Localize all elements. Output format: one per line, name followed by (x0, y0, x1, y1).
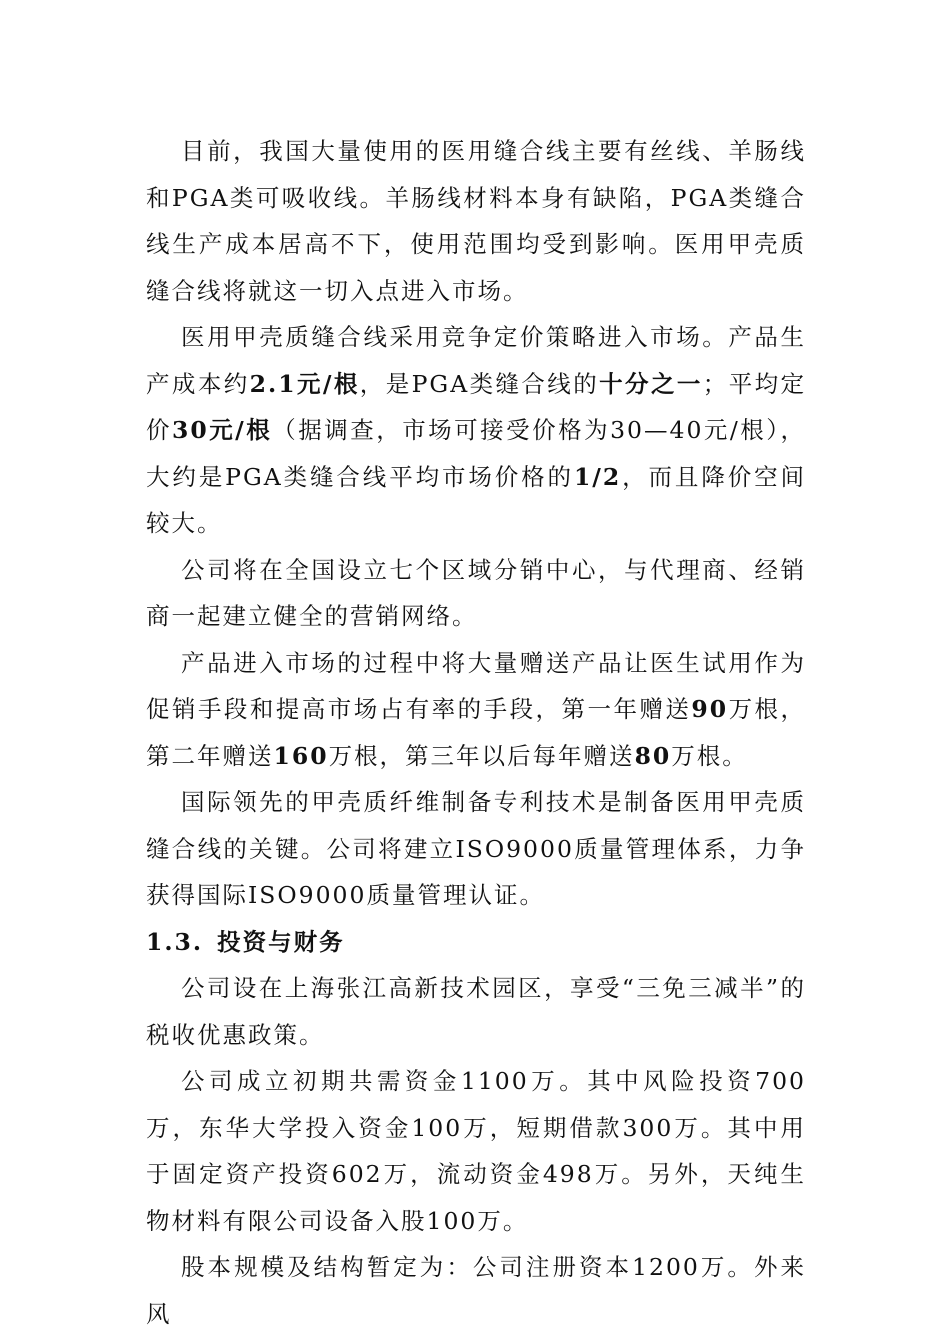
paragraph-promotion (146, 640, 806, 780)
text-run: 目前，我国大量使用的医用缝合线主要有丝线、羊肠线和PGA类可吸收线。羊肠线材料本身有缺陷，PGA类缝合线生产成本居高不下，使用范围均受到影响。医用甲壳质缝合线将就这一切入点进入市场。 (146, 137, 806, 305)
text-run: 产品进入市场的过程中将大量赠送产品让医生试用作为促销手段和提高市场占有率的手段，第一年赠送 (146, 648, 806, 723)
text-run: 国际领先的甲壳质纤维制备专利技术是制备医用甲壳质缝合线的关键。公司将建立ISO9000质量管理体系，力争获得国际ISO9000质量管理认证。 (146, 788, 806, 909)
text-run-bold: 80 (634, 741, 672, 770)
text-run: 公司设在上海张江高新技术园区，享受“三免三减半”的税收优惠政策。 (146, 974, 806, 1049)
text-run: 公司成立初期共需资金1100万。其中风险投资700万，东华大学投入资金100万，短期借款300万。其中用于固定资产投资602万，流动资金498万。另外，天纯生物材料有限公司设备入股100万。 (146, 1067, 806, 1235)
text-run: （据调查，市场可接受价格为30—40元/根），大约是PGA类缝合线平均市场价格的 (146, 416, 807, 491)
paragraph-suture-market (146, 128, 806, 314)
section-number: 1.3. (146, 927, 204, 956)
text-run-bold: 十分之一 (599, 369, 703, 398)
text-run: 万根。 (671, 741, 748, 770)
paragraph-location (146, 965, 806, 1058)
text-run: 医用甲壳质缝合线采用竞争定价策略进入市场。产品生产成本约 (146, 323, 806, 398)
text-run: 万根，第二年赠送 (146, 695, 807, 770)
section-title: 投资与财务 (217, 927, 345, 956)
paragraph-equity (146, 1244, 806, 1337)
text-run-bold: 30元/根 (172, 416, 273, 444)
document-page (146, 128, 806, 1337)
paragraph-technology (146, 779, 806, 919)
text-run: ；平均定价 (146, 369, 807, 444)
paragraph-pricing-strategy (146, 314, 806, 547)
text-run: 公司将在全国设立七个区域分销中心，与代理商、经销商一起建立健全的营销网络。 (146, 555, 806, 630)
section-heading (146, 919, 806, 966)
paragraph-distribution (146, 547, 806, 640)
text-run-bold: 90 (691, 695, 729, 723)
text-run-bold: 2.1元/根 (249, 369, 360, 398)
text-run: ，是PGA类缝合线的 (359, 369, 600, 398)
text-run: 万根，第三年以后每年赠送 (328, 741, 635, 770)
text-run: 股本规模及结构暂定为：公司注册资本1200万。外来风 (146, 1253, 806, 1328)
text-run: ，而且降价空间较大。 (146, 462, 806, 537)
text-run-bold: 1/2 (573, 462, 622, 491)
paragraph-funding (146, 1058, 806, 1244)
text-run-bold: 160 (273, 741, 329, 770)
